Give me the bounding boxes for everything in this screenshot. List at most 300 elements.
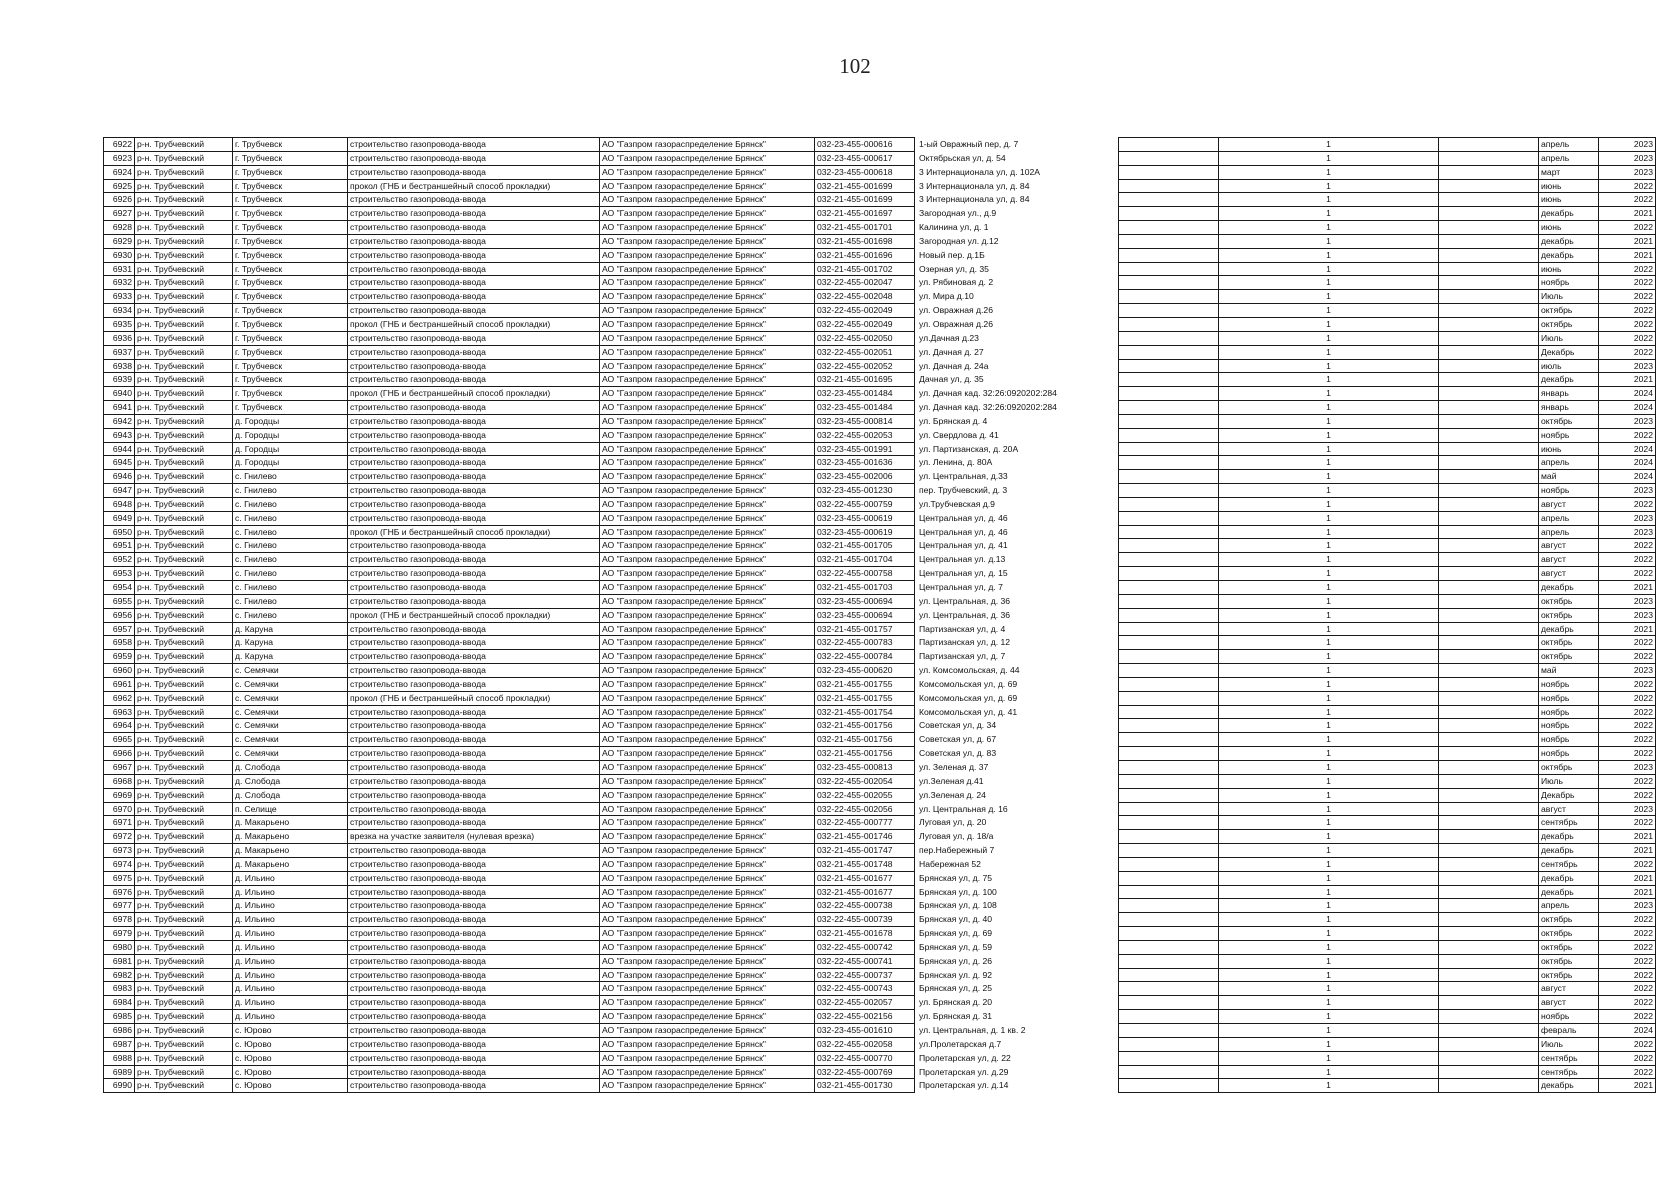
district-cell: р-н. Трубчевский (135, 553, 233, 567)
table-row (1119, 913, 1656, 927)
count-cell: 1 (1219, 622, 1439, 636)
count-cell: 1 (1219, 816, 1439, 830)
table-row (1119, 899, 1656, 913)
district-cell: р-н. Трубчевский (135, 581, 233, 595)
year-cell: 2021 (1599, 1079, 1656, 1093)
organization-cell: АО "Газпром газораспределение Брянск" (600, 1024, 815, 1038)
table-row (104, 885, 1075, 899)
year-cell: 2022 (1599, 774, 1656, 788)
locality-cell: с. Гнилево (233, 608, 348, 622)
district-cell: р-н. Трубчевский (135, 359, 233, 373)
district-cell: р-н. Трубчевский (135, 387, 233, 401)
locality-cell: д. Городцы (233, 442, 348, 456)
month-cell: Июль (1539, 1037, 1599, 1051)
count-cell: 1 (1219, 733, 1439, 747)
address-cell: ул. Зеленая д. 37 (919, 761, 989, 772)
count-cell: 1 (1219, 165, 1439, 179)
empty-cell (1439, 193, 1539, 207)
count-cell: 1 (1219, 691, 1439, 705)
organization-cell: АО "Газпром газораспределение Брянск" (600, 304, 815, 318)
address-cell: Пролетарская ул. д.14 (919, 1080, 1009, 1091)
table-row (104, 830, 1075, 844)
table-row (1119, 456, 1656, 470)
row-number: 6965 (104, 733, 135, 747)
count-cell: 1 (1219, 996, 1439, 1010)
month-cell: октябрь (1539, 927, 1599, 941)
district-cell: р-н. Трубчевский (135, 608, 233, 622)
row-number: 6930 (104, 248, 135, 262)
empty-cell (1119, 622, 1219, 636)
district-cell: р-н. Трубчевский (135, 345, 233, 359)
month-cell: сентябрь (1539, 1065, 1599, 1079)
table-row (104, 1037, 1075, 1051)
count-cell: 1 (1219, 262, 1439, 276)
month-cell: Декабрь (1539, 788, 1599, 802)
district-cell: р-н. Трубчевский (135, 304, 233, 318)
table-row (1119, 497, 1656, 511)
locality-cell: д. Ильино (233, 954, 348, 968)
row-number: 6943 (104, 428, 135, 442)
row-number: 6951 (104, 539, 135, 553)
district-cell: р-н. Трубчевский (135, 968, 233, 982)
district-cell: р-н. Трубчевский (135, 428, 233, 442)
registry-code-cell: 032-23-455-000694 (815, 608, 915, 622)
count-cell: 1 (1219, 636, 1439, 650)
empty-cell (1119, 844, 1219, 858)
year-cell: 2023 (1599, 484, 1656, 498)
work-type-cell: строительство газопровода-ввода (348, 1079, 600, 1093)
work-type-cell: прокол (ГНБ и бестраншейный способ прокладки) (348, 387, 600, 401)
organization-cell: АО "Газпром газораспределение Брянск" (600, 705, 815, 719)
address-cell: Партизанская ул, д. 7 (919, 651, 1006, 662)
row-number: 6988 (104, 1051, 135, 1065)
empty-cell (1439, 899, 1539, 913)
empty-cell (1119, 525, 1219, 539)
count-cell: 1 (1219, 1024, 1439, 1038)
row-number: 6982 (104, 968, 135, 982)
locality-cell: д. Слобода (233, 760, 348, 774)
table-row (104, 442, 1075, 456)
year-cell: 2023 (1599, 165, 1656, 179)
month-cell: октябрь (1539, 760, 1599, 774)
month-cell: декабрь (1539, 581, 1599, 595)
organization-cell: АО "Газпром газораспределение Брянск" (600, 525, 815, 539)
month-cell: октябрь (1539, 636, 1599, 650)
empty-cell (1439, 401, 1539, 415)
work-type-cell: строительство газопровода-ввода (348, 304, 600, 318)
month-cell: октябрь (1539, 608, 1599, 622)
locality-cell: д. Ильино (233, 871, 348, 885)
registry-code-cell: 032-21-455-001677 (815, 885, 915, 899)
empty-cell (1119, 345, 1219, 359)
empty-cell (1119, 982, 1219, 996)
count-cell: 1 (1219, 248, 1439, 262)
district-cell: р-н. Трубчевский (135, 636, 233, 650)
table-row (104, 331, 1075, 345)
district-cell: р-н. Трубчевский (135, 650, 233, 664)
year-cell: 2022 (1599, 719, 1656, 733)
organization-cell: АО "Газпром газораспределение Брянск" (600, 401, 815, 415)
work-type-cell: строительство газопровода-ввода (348, 1065, 600, 1079)
table-row (1119, 262, 1656, 276)
empty-cell (1439, 484, 1539, 498)
registry-code-cell: 032-21-455-001757 (815, 622, 915, 636)
table-row (1119, 401, 1656, 415)
registry-code-cell: 032-22-455-000739 (815, 913, 915, 927)
table-row (104, 179, 1075, 193)
work-type-cell: строительство газопровода-ввода (348, 539, 600, 553)
district-cell: р-н. Трубчевский (135, 262, 233, 276)
table-row (104, 539, 1075, 553)
registry-code-cell: 032-22-455-000742 (815, 940, 915, 954)
registry-code-cell: 032-22-455-002156 (815, 1010, 915, 1024)
count-cell: 1 (1219, 899, 1439, 913)
table-row (1119, 581, 1656, 595)
row-number: 6990 (104, 1079, 135, 1093)
district-cell: р-н. Трубчевский (135, 913, 233, 927)
row-number: 6950 (104, 525, 135, 539)
work-type-cell: строительство газопровода-ввода (348, 594, 600, 608)
table-row (1119, 844, 1656, 858)
address-cell: Партизанская ул, д. 4 (919, 623, 1006, 634)
registry-table-right (1118, 137, 1656, 1093)
table-row (104, 138, 1075, 152)
locality-cell: д. Макарьено (233, 816, 348, 830)
address-cell: Загородная ул., д.9 (919, 208, 997, 219)
row-number: 6962 (104, 691, 135, 705)
district-cell: р-н. Трубчевский (135, 1024, 233, 1038)
month-cell: июль (1539, 359, 1599, 373)
month-cell: октябрь (1539, 304, 1599, 318)
registry-code-cell: 032-23-455-001991 (815, 442, 915, 456)
registry-code-cell: 032-21-455-001703 (815, 581, 915, 595)
empty-cell (1119, 774, 1219, 788)
month-cell: апрель (1539, 138, 1599, 152)
table-row (104, 234, 1075, 248)
row-number: 6956 (104, 608, 135, 622)
organization-cell: АО "Газпром газораспределение Брянск" (600, 954, 815, 968)
month-cell: декабрь (1539, 248, 1599, 262)
organization-cell: АО "Газпром газораспределение Брянск" (600, 151, 815, 165)
row-number: 6949 (104, 511, 135, 525)
district-cell: р-н. Трубчевский (135, 885, 233, 899)
year-cell: 2022 (1599, 705, 1656, 719)
year-cell: 2022 (1599, 788, 1656, 802)
district-cell: р-н. Трубчевский (135, 705, 233, 719)
address-cell: Луговая ул, д. 18/а (919, 831, 994, 842)
table-row (1119, 650, 1656, 664)
count-cell: 1 (1219, 760, 1439, 774)
empty-cell (1439, 760, 1539, 774)
empty-cell (1119, 954, 1219, 968)
year-cell: 2021 (1599, 248, 1656, 262)
table-row (1119, 1037, 1656, 1051)
address-cell: Центральная ул, д. 7 (919, 582, 1003, 592)
registry-code-cell: 032-22-455-002058 (815, 1037, 915, 1051)
count-cell: 1 (1219, 982, 1439, 996)
table-row (1119, 982, 1656, 996)
organization-cell: АО "Газпром газораспределение Брянск" (600, 539, 815, 553)
address-cell: Комсомольская ул, д. 41 (919, 706, 1018, 717)
year-cell: 2022 (1599, 733, 1656, 747)
empty-cell (1439, 567, 1539, 581)
address-cell: Комсомольская ул, д. 69 (919, 678, 1018, 689)
table-row (104, 567, 1075, 581)
month-cell: август (1539, 996, 1599, 1010)
address-cell: ул. Брянская д. 20 (919, 997, 993, 1008)
table-row (1119, 1010, 1656, 1024)
organization-cell: АО "Газпром газораспределение Брянск" (600, 234, 815, 248)
registry-code-cell: 032-23-455-000813 (815, 760, 915, 774)
month-cell: декабрь (1539, 234, 1599, 248)
registry-code-cell: 032-21-455-001678 (815, 927, 915, 941)
table-row (1119, 733, 1656, 747)
year-cell: 2022 (1599, 747, 1656, 761)
count-cell: 1 (1219, 484, 1439, 498)
year-cell: 2022 (1599, 927, 1656, 941)
district-cell: р-н. Трубчевский (135, 760, 233, 774)
table-row (104, 317, 1075, 331)
row-number: 6931 (104, 262, 135, 276)
count-cell: 1 (1219, 511, 1439, 525)
count-cell: 1 (1219, 608, 1439, 622)
empty-cell (1119, 317, 1219, 331)
work-type-cell: прокол (ГНБ и бестраншейный способ прокладки) (348, 608, 600, 622)
organization-cell: АО "Газпром газораспределение Брянск" (600, 456, 815, 470)
district-cell: р-н. Трубчевский (135, 456, 233, 470)
district-cell: р-н. Трубчевский (135, 664, 233, 678)
year-cell: 2022 (1599, 345, 1656, 359)
row-number: 6932 (104, 276, 135, 290)
locality-cell: г. Трубчевск (233, 234, 348, 248)
registry-code-cell: 032-23-455-002006 (815, 470, 915, 484)
locality-cell: д. Городцы (233, 456, 348, 470)
year-cell: 2022 (1599, 553, 1656, 567)
registry-code-cell: 032-21-455-001754 (815, 705, 915, 719)
table-row (104, 1065, 1075, 1079)
table-row (104, 387, 1075, 401)
year-cell: 2022 (1599, 262, 1656, 276)
registry-code-cell: 032-23-455-001484 (815, 387, 915, 401)
count-cell: 1 (1219, 913, 1439, 927)
table-row (1119, 940, 1656, 954)
address-cell: Советская ул, д. 67 (919, 734, 997, 745)
address-cell: ул. Комсомольская, д. 44 (919, 665, 1020, 676)
address-cell: ул. Ленина, д. 80А (919, 457, 993, 468)
organization-cell: АО "Газпром газораспределение Брянск" (600, 359, 815, 373)
registry-code-cell: 032-23-455-000619 (815, 511, 915, 525)
work-type-cell: прокол (ГНБ и бестраншейный способ прокладки) (348, 317, 600, 331)
year-cell: 2024 (1599, 442, 1656, 456)
year-cell: 2022 (1599, 317, 1656, 331)
organization-cell: АО "Газпром газораспределение Брянск" (600, 207, 815, 221)
work-type-cell: строительство газопровода-ввода (348, 345, 600, 359)
row-number: 6939 (104, 373, 135, 387)
table-row (104, 345, 1075, 359)
empty-cell (1119, 484, 1219, 498)
organization-cell: АО "Газпром газораспределение Брянск" (600, 940, 815, 954)
count-cell: 1 (1219, 470, 1439, 484)
empty-cell (1439, 221, 1539, 235)
address-cell: ул. Дачная д. 24а (919, 360, 989, 371)
empty-cell (1439, 622, 1539, 636)
organization-cell: АО "Газпром газораспределение Брянск" (600, 138, 815, 152)
work-type-cell: строительство газопровода-ввода (348, 497, 600, 511)
row-number: 6934 (104, 304, 135, 318)
year-cell: 2023 (1599, 760, 1656, 774)
locality-cell: г. Трубчевск (233, 179, 348, 193)
locality-cell: г. Трубчевск (233, 290, 348, 304)
year-cell: 2022 (1599, 816, 1656, 830)
address-cell: ул. Центральная, д. 1 кв. 2 (919, 1025, 1026, 1035)
work-type-cell: прокол (ГНБ и бестраншейный способ прокладки) (348, 691, 600, 705)
work-type-cell: прокол (ГНБ и бестраншейный способ прокладки) (348, 525, 600, 539)
table-row (1119, 539, 1656, 553)
work-type-cell: строительство газопровода-ввода (348, 996, 600, 1010)
locality-cell: с. Семячки (233, 677, 348, 691)
empty-cell (1439, 304, 1539, 318)
registry-code-cell: 032-22-455-000758 (815, 567, 915, 581)
work-type-cell: строительство газопровода-ввода (348, 705, 600, 719)
empty-cell (1439, 248, 1539, 262)
month-cell: июнь (1539, 193, 1599, 207)
registry-code-cell: 032-22-455-002056 (815, 802, 915, 816)
work-type-cell: строительство газопровода-ввода (348, 940, 600, 954)
table-row (1119, 691, 1656, 705)
empty-cell (1119, 331, 1219, 345)
work-type-cell: строительство газопровода-ввода (348, 442, 600, 456)
count-cell: 1 (1219, 968, 1439, 982)
work-type-cell: строительство газопровода-ввода (348, 636, 600, 650)
month-cell: Декабрь (1539, 345, 1599, 359)
district-cell: р-н. Трубчевский (135, 567, 233, 581)
empty-cell (1439, 871, 1539, 885)
empty-cell (1119, 470, 1219, 484)
locality-cell: д. Ильино (233, 982, 348, 996)
empty-cell (1119, 816, 1219, 830)
empty-cell (1119, 193, 1219, 207)
table-row (104, 511, 1075, 525)
row-number: 6985 (104, 1010, 135, 1024)
table-row (1119, 304, 1656, 318)
empty-cell (1119, 387, 1219, 401)
district-cell: р-н. Трубчевский (135, 871, 233, 885)
table-row (1119, 428, 1656, 442)
year-cell: 2021 (1599, 581, 1656, 595)
row-number: 6967 (104, 760, 135, 774)
table-row (1119, 345, 1656, 359)
count-cell: 1 (1219, 594, 1439, 608)
district-cell: р-н. Трубчевский (135, 484, 233, 498)
table-row (104, 248, 1075, 262)
table-row (104, 1079, 1075, 1093)
registry-code-cell: 032-22-455-000738 (815, 899, 915, 913)
month-cell: ноябрь (1539, 276, 1599, 290)
month-cell: ноябрь (1539, 719, 1599, 733)
row-number: 6959 (104, 650, 135, 664)
empty-cell (1119, 705, 1219, 719)
year-cell: 2022 (1599, 650, 1656, 664)
address-cell: ул. Овражная д.26 (919, 305, 993, 316)
count-cell: 1 (1219, 207, 1439, 221)
row-number: 6933 (104, 290, 135, 304)
empty-cell (1119, 913, 1219, 927)
table-row (104, 705, 1075, 719)
month-cell: сентябрь (1539, 816, 1599, 830)
empty-cell (1439, 151, 1539, 165)
count-cell: 1 (1219, 234, 1439, 248)
year-cell: 2022 (1599, 954, 1656, 968)
locality-cell: с. Гнилево (233, 525, 348, 539)
address-cell: Брянская ул, д. 25 (919, 983, 993, 994)
empty-cell (1119, 1051, 1219, 1065)
count-cell: 1 (1219, 1079, 1439, 1093)
year-cell: 2023 (1599, 151, 1656, 165)
locality-cell: г. Трубчевск (233, 138, 348, 152)
organization-cell: АО "Газпром газораспределение Брянск" (600, 511, 815, 525)
registry-code-cell: 032-21-455-001702 (815, 262, 915, 276)
month-cell: май (1539, 470, 1599, 484)
registry-table-left (103, 137, 1075, 1093)
address-cell: Брянская ул, д. 26 (919, 955, 993, 966)
address-cell: Центральная ул. д.13 (919, 554, 1006, 565)
district-cell: р-н. Трубчевский (135, 401, 233, 415)
registry-code-cell: 032-22-455-002049 (815, 317, 915, 331)
organization-cell: АО "Газпром газораспределение Брянск" (600, 996, 815, 1010)
address-cell: Брянская ул, д. 69 (919, 928, 993, 939)
count-cell: 1 (1219, 1037, 1439, 1051)
work-type-cell: строительство газопровода-ввода (348, 968, 600, 982)
district-cell: р-н. Трубчевский (135, 525, 233, 539)
registry-code-cell: 032-21-455-001701 (815, 221, 915, 235)
work-type-cell: строительство газопровода-ввода (348, 193, 600, 207)
empty-cell (1119, 1079, 1219, 1093)
year-cell: 2022 (1599, 677, 1656, 691)
empty-cell (1119, 677, 1219, 691)
empty-cell (1119, 428, 1219, 442)
year-cell: 2021 (1599, 207, 1656, 221)
table-row (104, 691, 1075, 705)
row-number: 6925 (104, 179, 135, 193)
work-type-cell: строительство газопровода-ввода (348, 1051, 600, 1065)
row-number: 6957 (104, 622, 135, 636)
organization-cell: АО "Газпром газораспределение Брянск" (600, 802, 815, 816)
district-cell: р-н. Трубчевский (135, 207, 233, 221)
row-number: 6972 (104, 830, 135, 844)
table-row (104, 968, 1075, 982)
table-row (1119, 705, 1656, 719)
address-cell: ул. Овражная д.26 (919, 318, 993, 329)
work-type-cell: строительство газопровода-ввода (348, 262, 600, 276)
empty-cell (1119, 1037, 1219, 1051)
work-type-cell: строительство газопровода-ввода (348, 788, 600, 802)
address-cell: Центральная ул, д. 15 (919, 568, 1008, 579)
registry-code-cell: 032-22-455-002050 (815, 331, 915, 345)
organization-cell: АО "Газпром газораспределение Брянск" (600, 567, 815, 581)
organization-cell: АО "Газпром газораспределение Брянск" (600, 733, 815, 747)
row-number: 6928 (104, 221, 135, 235)
locality-cell: д. Макарьено (233, 830, 348, 844)
year-cell: 2021 (1599, 885, 1656, 899)
count-cell: 1 (1219, 927, 1439, 941)
row-number: 6937 (104, 345, 135, 359)
work-type-cell: строительство газопровода-ввода (348, 954, 600, 968)
table-row (1119, 234, 1656, 248)
registry-code-cell: 032-23-455-001636 (815, 456, 915, 470)
empty-cell (1119, 234, 1219, 248)
empty-cell (1119, 802, 1219, 816)
locality-cell: г. Трубчевск (233, 248, 348, 262)
